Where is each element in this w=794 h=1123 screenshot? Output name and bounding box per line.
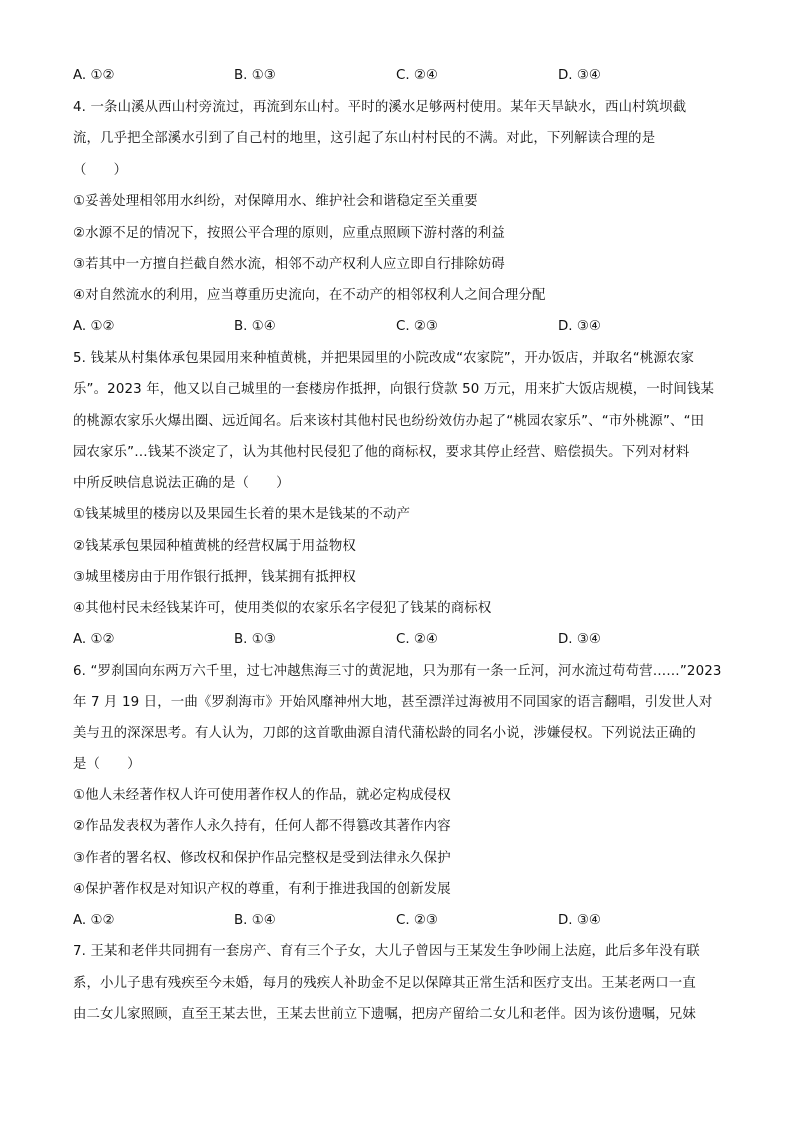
q6-stem-line: 年 7 月 19 日，一曲《罗刹海市》开始风靡神州大地，甚至漂洋过海被用不同国家的语言翻唱，引发世人对 <box>73 695 713 710</box>
q6-stem-line: 6. “罗刹国向东两万六千里，过七冲越焦海三寸的黄泥地，只为那有一条一丘河，河水流过苟苟营……”2023 <box>73 664 722 679</box>
q6-option-c[interactable]: C. ②③ <box>396 913 438 928</box>
q5-stem-line: 中所反映信息说法正确的是（ ） <box>73 476 290 491</box>
q3-option-d[interactable]: D. ③④ <box>558 68 601 83</box>
q5-stem-line: 的桃源农家乐火爆出圈、远近闻名。后来该村其他村民也纷纷效仿办起了“桃园农家乐”、“市外桃源”、“田 <box>73 414 705 429</box>
q3-option-a[interactable]: A. ①② <box>73 68 115 83</box>
q4-option-d[interactable]: D. ③④ <box>558 319 601 334</box>
q4-statement-2: ②水源不足的情况下，按照公平合理的原则，应重点照顾下游村落的利益 <box>73 226 505 241</box>
q6-statement-1: ①他人未经著作权人许可使用著作权人的作品，就必定构成侵权 <box>73 788 451 803</box>
q4-stem-line: 4. 一条山溪从西山村旁流过，再流到东山村。平时的溪水足够两村使用。某年天旱缺水，西山村筑坝截 <box>73 100 687 115</box>
q4-statement-1: ①妥善处理相邻用水纠纷，对保障用水、维护社会和谐稳定至关重要 <box>73 194 478 209</box>
q3-option-c[interactable]: C. ②④ <box>396 68 438 83</box>
q6-option-b[interactable]: B. ①④ <box>234 913 276 928</box>
q5-statement-4: ④其他村民未经钱某许可，使用类似的农家乐名字侵犯了钱某的商标权 <box>73 601 492 616</box>
q3-option-b[interactable]: B. ①③ <box>234 68 276 83</box>
q5-statement-3: ③城里楼房由于用作银行抵押，钱某拥有抵押权 <box>73 570 356 585</box>
q5-statement-2: ②钱某承包果园种植黄桃的经营权属于用益物权 <box>73 539 356 554</box>
q6-stem-line: 是（ ） <box>73 757 141 772</box>
q4-statement-3: ③若其中一方擅自拦截自然水流，相邻不动产权利人应立即自行排除妨碍 <box>73 257 505 272</box>
q6-stem-line: 美与丑的深深思考。有人认为，刀郎的这首歌曲源自清代蒲松龄的同名小说，涉嫌侵权。下列说法正确的 <box>73 726 696 741</box>
q5-option-a[interactable]: A. ①② <box>73 632 115 647</box>
q4-statement-4: ④对自然流水的利用，应当尊重历史流向，在不动产的相邻权利人之间合理分配 <box>73 288 546 303</box>
q7-stem-line: 由二女儿家照顾，直至王某去世，王某去世前立下遗嘱，把房产留给二女儿和老伴。因为该份遗嘱，兄妹 <box>73 1007 696 1022</box>
q6-statement-3: ③作者的署名权、修改权和保护作品完整权是受到法律永久保护 <box>73 851 451 866</box>
q5-stem-line: 乐”。2023 年，他又以自己城里的一套楼房作抵押，向银行贷款 50 万元，用来扩大饭店规模，一时间钱某 <box>73 382 715 397</box>
q6-statement-2: ②作品发表权为著作人永久持有，任何人都不得篡改其著作内容 <box>73 819 451 834</box>
q7-stem-line: 7. 王某和老伴共同拥有一套房产、育有三个子女，大儿子曾因与王某发生争吵闹上法庭，此后多年没有联 <box>73 944 700 959</box>
q5-stem-line: 园农家乐”…钱某不淡定了，认为其他村民侵犯了他的商标权，要求其停止经营、赔偿损失。下列对材料 <box>73 445 690 460</box>
q5-option-b[interactable]: B. ①③ <box>234 632 276 647</box>
q4-stem-line: 流，几乎把全部溪水引到了自己村的地里，这引起了东山村村民的不满。对此，下列解读合理的是 <box>73 131 656 146</box>
q5-statement-1: ①钱某城里的楼房以及果园生长着的果木是钱某的不动产 <box>73 507 411 522</box>
q4-option-a[interactable]: A. ①② <box>73 319 115 334</box>
q6-option-a[interactable]: A. ①② <box>73 913 115 928</box>
q4-option-b[interactable]: B. ①④ <box>234 319 276 334</box>
q5-option-d[interactable]: D. ③④ <box>558 632 601 647</box>
q6-statement-4: ④保护著作权是对知识产权的尊重，有利于推进我国的创新发展 <box>73 882 451 897</box>
q6-option-d[interactable]: D. ③④ <box>558 913 601 928</box>
q4-option-c[interactable]: C. ②③ <box>396 319 438 334</box>
q5-stem-line: 5. 钱某从村集体承包果园用来种植黄桃，并把果园里的小院改成“农家院”，开办饭店，并取名“桃源农家 <box>73 351 694 366</box>
q4-answer-blank: （ ） <box>73 163 128 178</box>
q5-option-c[interactable]: C. ②④ <box>396 632 438 647</box>
q7-stem-line: 系，小儿子患有残疾至今未婚，每月的残疾人补助金不足以保障其正常生活和医疗支出。王某老两口一直 <box>73 976 696 991</box>
